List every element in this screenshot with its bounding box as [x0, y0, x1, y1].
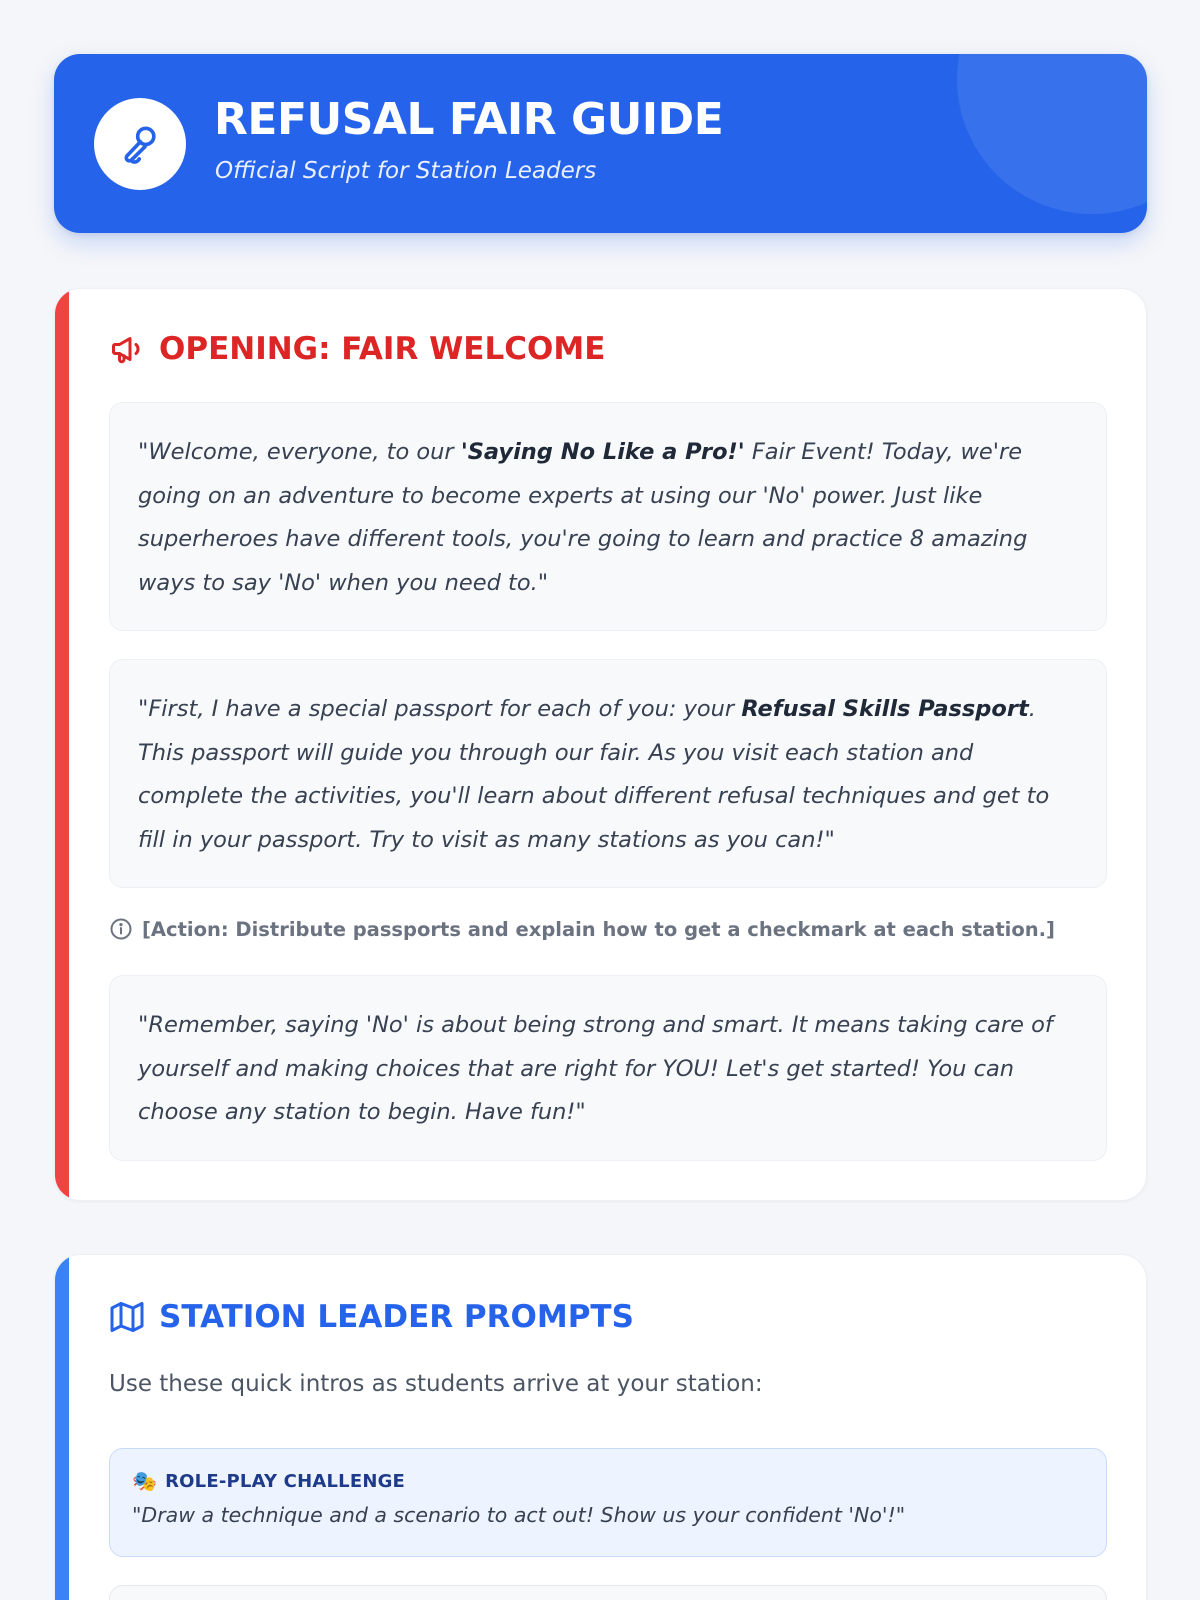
station-title: [132, 1469, 1084, 1493]
opening-heading-label: OPENING: FAIR WELCOME: [159, 331, 606, 367]
microphone-icon: [117, 121, 163, 167]
page-subtitle: Official Script for Station Leaders: [215, 158, 597, 184]
station-card-role-play: [109, 1448, 1107, 1557]
station-title-label: ROLE-PLAY CHALLENGE: [165, 1470, 406, 1492]
map-icon: [109, 1299, 145, 1335]
opening-section: [54, 288, 1147, 1201]
stations-heading-label: STATION LEADER PROMPTS: [159, 1299, 634, 1335]
welcome-quote-start: "Welcome, everyone, to our: [138, 439, 461, 465]
station-prompts-section: [54, 1254, 1147, 1600]
passport-name: Refusal Skills Passport: [741, 696, 1029, 722]
page-title: REFUSAL FAIR GUIDE: [214, 94, 724, 145]
header-decoration: [957, 54, 1147, 214]
event-name: 'Saying No Like a Pro!': [460, 439, 745, 465]
welcome-quote-end: Fair Event! Today, we're going on an adventure to become experts at using our 'No' power. Just like superheroes have different tools, you're going to learn and practice 8 amazing ways to say 'No' when you need to.": [138, 439, 1028, 596]
station-card-next: [109, 1585, 1107, 1600]
welcome-quote: [109, 402, 1107, 631]
stations-intro: Use these quick intros as students arrive at your station:: [109, 1371, 763, 1397]
info-icon: [109, 917, 133, 941]
opening-heading: [109, 331, 605, 367]
megaphone-icon: [109, 331, 145, 367]
passport-quote-end: . This passport will guide you through our fair. As you visit each station and complete the activities, you'll learn about different refusal techniques and get to fill in your passport. Try to visit as many stations as you can!": [138, 696, 1050, 853]
station-quote: "Draw a technique and a scenario to act out! Show us your confident 'No'!": [132, 1503, 906, 1527]
page-header: [54, 54, 1147, 233]
passport-quote: [109, 659, 1107, 888]
closing-quote: "Remember, saying 'No' is about being strong and smart. It means taking care of yourself and making choices that are right for YOU! Let's get started! You can choose any station to begin. Have fun!": [109, 975, 1107, 1161]
action-note: [109, 917, 1055, 941]
passport-quote-start: "First, I have a special passport for each of you: your: [138, 696, 742, 722]
logo-badge: [94, 98, 186, 190]
theater-masks-icon: 🎭: [132, 1469, 158, 1493]
stations-heading: [109, 1299, 634, 1335]
action-note-text: [Action: Distribute passports and explain how to get a checkmark at each station.]: [142, 917, 1055, 941]
